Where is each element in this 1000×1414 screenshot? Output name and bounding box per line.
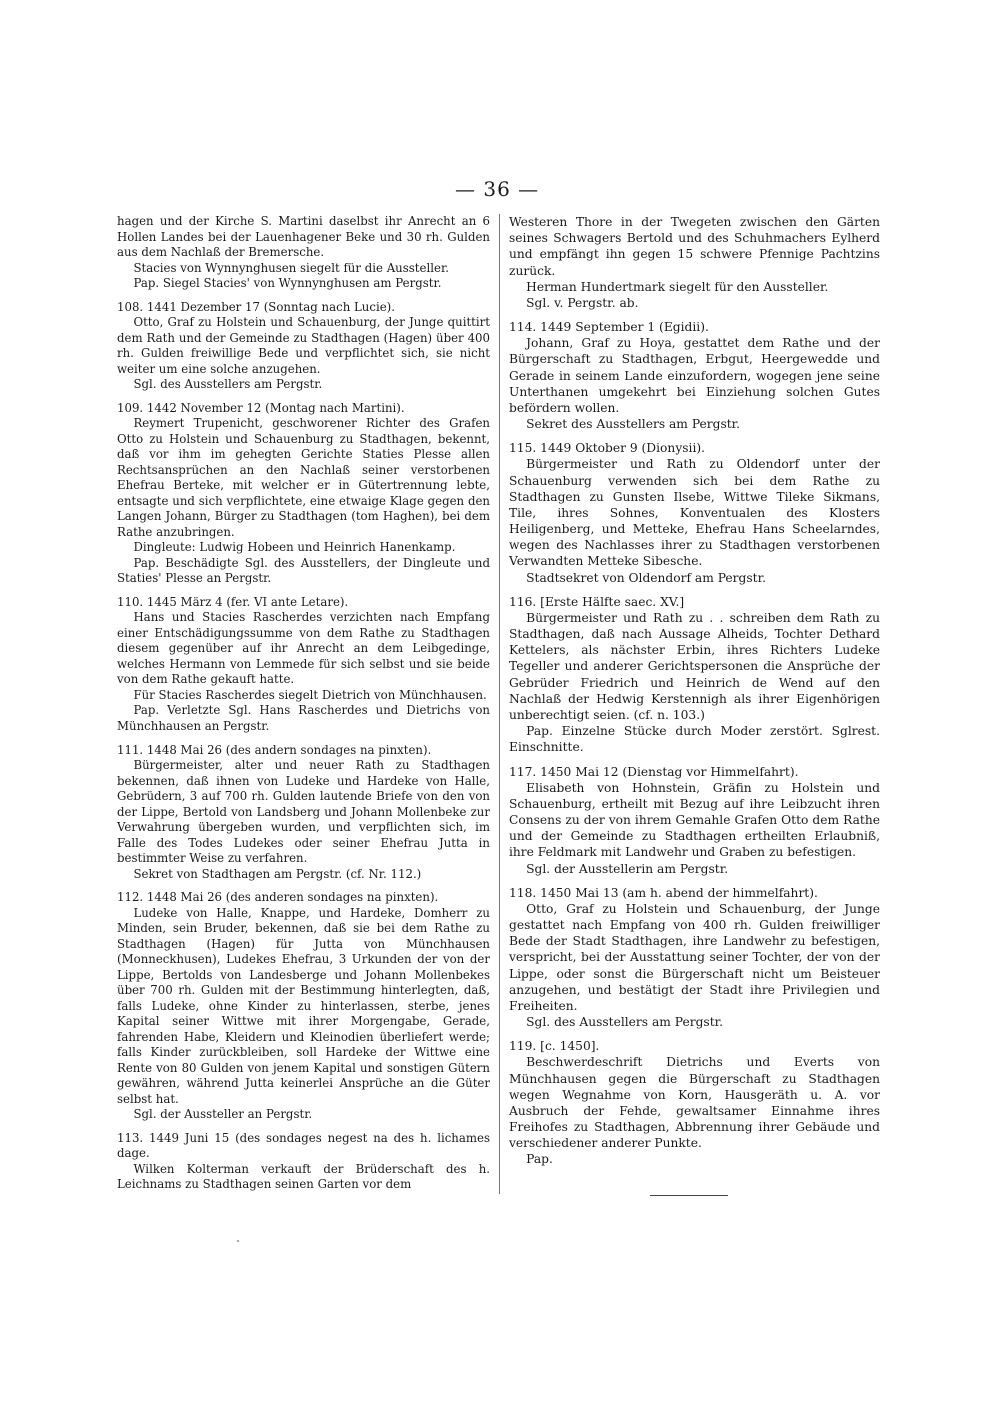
paper-speck <box>237 1240 239 1242</box>
entry-paragraph: Bürgermeister und Rath zu . . schreiben dem Rath zu Stadthagen, daß nach Aussage Alheids, Tochter Dethard Kettelers, als nächster Erbin, ihres Richters Ludeke Tegeller und anderer Gerichtspersonen die Ansprüche der Gebrüder Friedrich und Heinrich de Wend auf den Nachlaß der Hedwig Kerstennigh als ihrer Eigenhörigen unberechtigt seien. (cf. n. 103.) <box>509 610 880 722</box>
document-entry <box>509 594 880 756</box>
entry-paragraph: Dingleute: Ludwig Hobeen und Heinrich Hanenkamp. <box>133 540 456 555</box>
entry-paragraph: Herman Hundertmark siegelt für den Aussteller. <box>526 279 829 294</box>
entry-heading: 114. 1449 September 1 (Egidii). <box>509 320 709 335</box>
left-column <box>117 214 490 1193</box>
entry-heading: 109. 1442 November 12 (Montag nach Martini). <box>117 400 405 415</box>
entry-paragraph: Elisabeth von Hohnstein, Gräfin zu Holstein und Schauenburg, ertheilt mit Bezug auf ihre Leibzucht ihren Consens zu der von ihrem Gemahle Grafen Otto dem Rathe und der Gemeinde zu Stadthagen ertheilten Erlaubniß, ihre Feldmark mit Landwehr und Graben zu befestigen. <box>509 780 880 860</box>
document-entry <box>117 1131 490 1193</box>
document-entry <box>509 885 880 1031</box>
document-entry <box>117 743 490 883</box>
entry-paragraph: Sgl. v. Pergstr. ab. <box>526 295 639 310</box>
document-entry <box>509 764 880 877</box>
entry-paragraph: hagen und der Kirche S. Martini daselbst ihr Anrecht an 6 Hollen Landes bei der Lauenhagener Beke und 30 rh. Gulden aus dem Nachlaß der Bremersche. <box>117 214 490 260</box>
closing-rule <box>650 1195 728 1196</box>
entry-paragraph: Beschwerdeschrift Dietrichs und Everts von Münchhausen gegen die Bürgerschaft zu Stadthagen wegen Wegnahme von Korn, Hausgeräth u. A. vor Ausbruch der Fehde, gewaltsamer Einnahme ihres Freihofes zu Stadthagen, Abbrennung ihrer Gebäude und verschiedener anderer Punkte. <box>509 1055 880 1151</box>
entry-heading: 113. 1449 Juni 15 (des sondages negest na des h. lichames dage. <box>117 1130 490 1161</box>
entry-paragraph: Sgl. der Ausstellerin am Pergstr. <box>526 861 729 876</box>
entry-paragraph: Sgl. der Aussteller an Pergstr. <box>133 1107 313 1122</box>
right-column <box>509 214 880 1168</box>
entry-paragraph: Stadtsekret von Oldendorf am Pergstr. <box>526 570 766 585</box>
entry-paragraph: Sekret des Ausstellers am Pergstr. <box>526 417 741 432</box>
document-entry <box>117 300 490 393</box>
entry-heading: 118. 1450 Mai 13 (am h. abend der himmelfahrt). <box>509 885 818 900</box>
entry-paragraph: Pap. Einzelne Stücke durch Moder zerstört. Sglrest. Einschnitte. <box>509 724 880 755</box>
entry-paragraph: Pap. Beschädigte Sgl. des Ausstellers, der Dingleute und Staties' Plesse an Pergstr. <box>117 555 490 586</box>
document-entry <box>117 890 490 1123</box>
document-entry <box>117 595 490 735</box>
entry-paragraph: Bürgermeister, alter und neuer Rath zu Stadthagen bekennen, daß ihnen von Ludeke und Hardeke von Halle, Gebrüdern, 3 auf 700 rh. Gulden lautende Briefe von den von der Lippe, Bertold von Landsberg und Johann Mollenbeke zur Verwahrung übergeben wurden, und verpflichten sich, im Falle des Todes Ludekes oder seiner Ehefrau Jutta in bestimmter Weise zu verfahren. <box>117 758 490 866</box>
entry-paragraph: Reymert Trupenicht, geschworener Richter des Grafen Otto zu Holstein und Schauenburg zu Stadthagen, bekennt, daß vor ihm im gehegten Gerichte Staties Plesse allen Rechtsansprüchen an den Nachlaß seiner verstorbenen Ehefrau Berteke, mit welcher er in Gütertrennung lebte, entsagte und sich verpflichtete, eine etwaige Klage gegen den Langen Johann, Bürger zu Stadthagen (tom Haghen), bei dem Rathe anzubringen. <box>117 416 490 539</box>
entry-heading: 115. 1449 Oktober 9 (Dionysii). <box>509 441 706 456</box>
entry-heading: 108. 1441 Dezember 17 (Sonntag nach Lucie). <box>117 299 395 314</box>
document-entry <box>509 440 880 586</box>
entry-paragraph: Ludeke von Halle, Knappe, und Hardeke, Domherr zu Minden, sein Bruder, bekennen, daß sie bei dem Rathe zu Stadthagen (Hagen) für Jutta von Münchhausen (Monneckhusen), Ludekes Ehefrau, 3 Urkunden der von der Lippe, Bertolds von Landesberge und Johann Mollenbekes über 700 rh. Gulden mit der Bestimmung hinterlegten, daß, falls Ludeke, ohne Kinder zu hinterlassen, sterbe, jenes Kapital seiner Wittwe mit ihrer Morgengabe, Gerade, fahrenden Habe, Kleidern und Kleinodien überliefert werde; falls Kinder zurückbleiben, soll Hardeke der Wittwe eine Rente von 80 Gulden von jenem Kapital und sonstigen Gütern gewähren, während Jutta keinerlei Ansprüche an die Güter selbst hat. <box>117 905 490 1106</box>
document-entry <box>509 319 880 432</box>
document-entry <box>117 401 490 587</box>
entry-heading: 112. 1448 Mai 26 (des anderen sondages na pinxten). <box>117 890 439 905</box>
document-entry <box>509 1038 880 1167</box>
entry-paragraph: Stacies von Wynnynghusen siegelt für die Aussteller. <box>133 260 450 275</box>
entry-heading: 111. 1448 Mai 26 (des andern sondages na pinxten). <box>117 742 432 757</box>
entry-paragraph: Sekret von Stadthagen am Pergstr. (cf. Nr. 112.) <box>133 866 422 881</box>
entry-paragraph: Otto, Graf zu Holstein und Schauenburg, der Junge gestattet nach Empfang von 400 rh. Gulden freiwilliger Bede der Stadt Stadthagen, ihre Landwehr zu befestigen, verspricht, bei der Ausstattung seiner Tochter, der von der Lippe, oder sonst die Bürgerschaft nicht um Beisteuer anzugehen, und bestätigt der Stadt ihre Privilegien und Freiheiten. <box>509 901 880 1013</box>
entry-paragraph: Pap. Verletzte Sgl. Hans Rascherdes und Dietrichs von Münchhausen an Pergstr. <box>117 703 490 733</box>
document-entry <box>117 214 490 292</box>
entry-paragraph: Pap. Siegel Stacies' von Wynnynghusen am Pergstr. <box>133 276 442 291</box>
entry-paragraph: Bürgermeister und Rath zu Oldendorf unter der Schauenburg verwenden sich bei dem Rathe zu Stadthagen zu Gunsten Ilsebe, Wittwe Tileke Sikmans, Tile, ihres Sohnes, Konventualen des Klosters Heiligenberg, und Metteke, Ehefrau Hans Scheelarndes, wegen des Nachlasses ihrer zu Stadthagen verstorbenen Verwandten Metteke Sibesche. <box>509 457 880 569</box>
entry-paragraph: Pap. <box>526 1152 553 1167</box>
entry-paragraph: Hans und Stacies Rascherdes verzichten nach Empfang einer Entschädigungssumme von dem Rathe zu Stadthagen diesem gegenüber auf ihr Anrecht an dem Leibgedinge, welches Hermann von Lemmede für sich selbst und sie beide von dem Rathe gekauft hatte. <box>117 610 490 687</box>
entry-heading: 117. 1450 Mai 12 (Dienstag vor Himmelfahrt). <box>509 764 799 779</box>
entry-paragraph: Sgl. des Ausstellers am Pergstr. <box>133 377 323 392</box>
entry-heading: 110. 1445 März 4 (fer. VI ante Letare). <box>117 594 349 609</box>
column-divider <box>499 214 500 1194</box>
entry-paragraph: Otto, Graf zu Holstein und Schauenburg, der Junge quittirt dem Rath und der Gemeinde zu Stadthagen (Hagen) über 400 rh. Gulden freiwillige Bede und verpflichtet sich, sie nicht weiter um eine solche anzugehen. <box>117 315 490 376</box>
entry-paragraph: Wilken Kolterman verkauft der Brüderschaft des h. Leichnams zu Stadthagen seinen Garten vor dem <box>117 1161 490 1192</box>
entry-paragraph: Johann, Graf zu Hoya, gestattet dem Rathe und der Bürgerschaft zu Stadthagen, Erbgut, Heergewedde und Gerade in seinem Lande einzufordern, wogegen jene seine Unterthanen umgekehrt bei Einziehung solchen Gutes befördern wollen. <box>509 336 880 415</box>
entry-paragraph: Für Stacies Rascherdes siegelt Dietrich von Münchhausen. <box>133 687 487 702</box>
entry-paragraph: Westeren Thore in der Twegeten zwischen den Gärten seines Schwagers Bertold und des Schuhmachers Eylherd und empfängt ihn gegen 15 schwere Pfennige Pachtzins zurück. <box>509 215 880 278</box>
document-entry <box>509 214 880 311</box>
page-number: — 36 — <box>455 177 540 201</box>
entry-paragraph: Sgl. des Ausstellers am Pergstr. <box>526 1015 724 1030</box>
entry-heading: 116. [Erste Hälfte saec. XV.] <box>509 594 685 609</box>
entry-heading: 119. [c. 1450]. <box>509 1039 600 1054</box>
